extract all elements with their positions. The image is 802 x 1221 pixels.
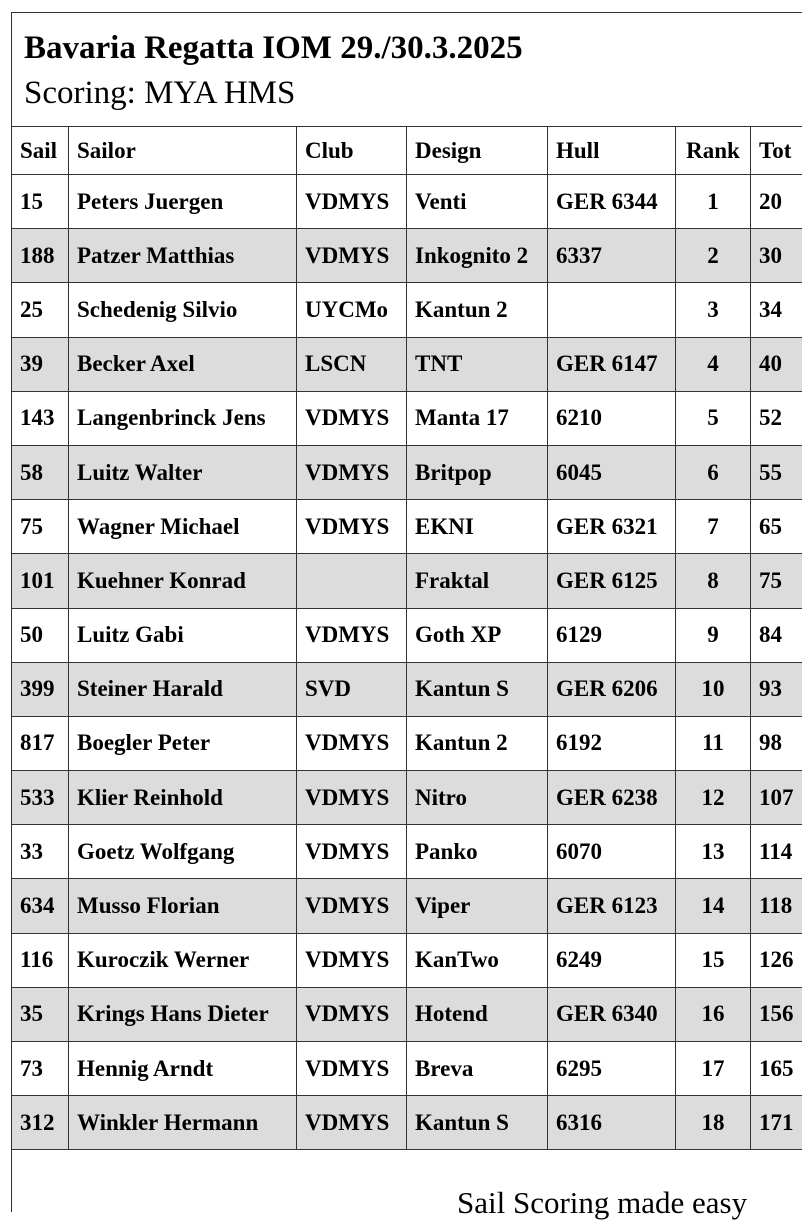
- table-row: [12, 716, 802, 770]
- cell-club: VDMYS: [297, 825, 407, 879]
- cell-hull: GER 6206: [548, 662, 676, 716]
- table-row: [12, 554, 802, 608]
- cell-sailor: Steiner Harald: [69, 662, 297, 716]
- cell-rank: 13: [676, 825, 751, 879]
- cell-tot: 118: [751, 879, 802, 933]
- cell-rank: 2: [676, 229, 751, 283]
- cell-sailor: Wagner Michael: [69, 500, 297, 554]
- cell-sail: 533: [12, 771, 69, 825]
- table-row: [12, 608, 802, 662]
- cell-club: VDMYS: [297, 771, 407, 825]
- cell-sailor: Boegler Peter: [69, 716, 297, 770]
- cell-design: Breva: [407, 1042, 548, 1096]
- table-row: [12, 1096, 802, 1150]
- cell-design: Kantun S: [407, 662, 548, 716]
- cell-design: Panko: [407, 825, 548, 879]
- table-row: [12, 445, 802, 499]
- cell-design: Inkognito 2: [407, 229, 548, 283]
- cell-sail: 634: [12, 879, 69, 933]
- cell-hull: 6295: [548, 1042, 676, 1096]
- cell-design: Goth XP: [407, 608, 548, 662]
- cell-design: Fraktal: [407, 554, 548, 608]
- cell-rank: 11: [676, 716, 751, 770]
- cell-sail: 75: [12, 500, 69, 554]
- cell-club: VDMYS: [297, 229, 407, 283]
- cell-club: VDMYS: [297, 987, 407, 1041]
- cell-sailor: Patzer Matthias: [69, 229, 297, 283]
- table-row: [12, 229, 802, 283]
- cell-sailor: Schedenig Silvio: [69, 283, 297, 337]
- cell-rank: 12: [676, 771, 751, 825]
- table-row: [12, 1042, 802, 1096]
- cell-hull: 6210: [548, 391, 676, 445]
- column-header-hull: Hull: [548, 127, 676, 175]
- cell-club: VDMYS: [297, 879, 407, 933]
- page-title: Bavaria Regatta IOM 29./30.3.2025: [24, 30, 523, 67]
- cell-tot: 20: [751, 175, 802, 229]
- cell-rank: 4: [676, 337, 751, 391]
- cell-design: KanTwo: [407, 933, 548, 987]
- cell-tot: 114: [751, 825, 802, 879]
- column-header-rank: Rank: [676, 127, 751, 175]
- cell-rank: 1: [676, 175, 751, 229]
- cell-club: VDMYS: [297, 175, 407, 229]
- cell-rank: 15: [676, 933, 751, 987]
- table-row: [12, 175, 802, 229]
- cell-rank: 5: [676, 391, 751, 445]
- table-row: [12, 879, 802, 933]
- cell-hull: GER 6321: [548, 500, 676, 554]
- cell-club: UYCMo: [297, 283, 407, 337]
- cell-rank: 6: [676, 445, 751, 499]
- cell-hull: 6337: [548, 229, 676, 283]
- title-block: [12, 13, 802, 127]
- cell-sailor: Luitz Gabi: [69, 608, 297, 662]
- cell-tot: 40: [751, 337, 802, 391]
- cell-club: VDMYS: [297, 500, 407, 554]
- cell-sail: 188: [12, 229, 69, 283]
- cell-tot: 84: [751, 608, 802, 662]
- cell-sail: 58: [12, 445, 69, 499]
- cell-club: LSCN: [297, 337, 407, 391]
- results-sheet: [11, 12, 802, 1212]
- cell-design: Kantun 2: [407, 283, 548, 337]
- cell-hull: 6316: [548, 1096, 676, 1150]
- cell-sail: 312: [12, 1096, 69, 1150]
- cell-hull: 6045: [548, 445, 676, 499]
- cell-sailor: Krings Hans Dieter: [69, 987, 297, 1041]
- cell-sailor: Becker Axel: [69, 337, 297, 391]
- cell-tot: 34: [751, 283, 802, 337]
- column-header-design: Design: [407, 127, 548, 175]
- cell-sailor: Goetz Wolfgang: [69, 825, 297, 879]
- cell-tot: 52: [751, 391, 802, 445]
- cell-design: Manta 17: [407, 391, 548, 445]
- cell-sail: 101: [12, 554, 69, 608]
- cell-rank: 17: [676, 1042, 751, 1096]
- cell-design: Kantun S: [407, 1096, 548, 1150]
- cell-hull: [548, 283, 676, 337]
- table-row: [12, 337, 802, 391]
- cell-hull: 6070: [548, 825, 676, 879]
- cell-sail: 817: [12, 716, 69, 770]
- cell-sail: 25: [12, 283, 69, 337]
- cell-club: VDMYS: [297, 1096, 407, 1150]
- footer-tagline: Sail Scoring made easy: [457, 1185, 747, 1221]
- cell-design: Kantun 2: [407, 716, 548, 770]
- cell-sail: 399: [12, 662, 69, 716]
- cell-sail: 39: [12, 337, 69, 391]
- cell-tot: 165: [751, 1042, 802, 1096]
- cell-hull: GER 6238: [548, 771, 676, 825]
- cell-sail: 35: [12, 987, 69, 1041]
- cell-tot: 107: [751, 771, 802, 825]
- table-row: [12, 391, 802, 445]
- cell-design: Venti: [407, 175, 548, 229]
- cell-hull: GER 6123: [548, 879, 676, 933]
- cell-sail: 73: [12, 1042, 69, 1096]
- cell-sailor: Winkler Hermann: [69, 1096, 297, 1150]
- table-header-row: [12, 127, 802, 175]
- cell-club: VDMYS: [297, 1042, 407, 1096]
- cell-club: VDMYS: [297, 608, 407, 662]
- cell-sail: 33: [12, 825, 69, 879]
- cell-design: Nitro: [407, 771, 548, 825]
- cell-tot: 126: [751, 933, 802, 987]
- cell-tot: 55: [751, 445, 802, 499]
- table-row: [12, 825, 802, 879]
- cell-sailor: Luitz Walter: [69, 445, 297, 499]
- cell-tot: 65: [751, 500, 802, 554]
- scoring-subtitle: Scoring: MYA HMS: [24, 75, 295, 112]
- cell-club: VDMYS: [297, 933, 407, 987]
- table-row: [12, 933, 802, 987]
- cell-sailor: Klier Reinhold: [69, 771, 297, 825]
- cell-rank: 8: [676, 554, 751, 608]
- cell-rank: 7: [676, 500, 751, 554]
- table-row: [12, 987, 802, 1041]
- cell-rank: 18: [676, 1096, 751, 1150]
- cell-design: Hotend: [407, 987, 548, 1041]
- cell-sailor: Hennig Arndt: [69, 1042, 297, 1096]
- cell-hull: 6129: [548, 608, 676, 662]
- cell-club: VDMYS: [297, 391, 407, 445]
- cell-design: Britpop: [407, 445, 548, 499]
- cell-club: [297, 554, 407, 608]
- cell-club: VDMYS: [297, 445, 407, 499]
- column-header-sailor: Sailor: [69, 127, 297, 175]
- table-row: [12, 771, 802, 825]
- column-header-tot: Tot: [751, 127, 802, 175]
- cell-rank: 16: [676, 987, 751, 1041]
- cell-sailor: Kuroczik Werner: [69, 933, 297, 987]
- cell-rank: 10: [676, 662, 751, 716]
- cell-tot: 171: [751, 1096, 802, 1150]
- cell-hull: GER 6340: [548, 987, 676, 1041]
- cell-sailor: Peters Juergen: [69, 175, 297, 229]
- cell-tot: 30: [751, 229, 802, 283]
- cell-club: VDMYS: [297, 716, 407, 770]
- cell-hull: 6192: [548, 716, 676, 770]
- cell-hull: GER 6344: [548, 175, 676, 229]
- column-header-sail: Sail: [12, 127, 69, 175]
- cell-sail: 50: [12, 608, 69, 662]
- cell-sail: 143: [12, 391, 69, 445]
- cell-rank: 3: [676, 283, 751, 337]
- table-row: [12, 500, 802, 554]
- cell-sail: 15: [12, 175, 69, 229]
- table-row: [12, 662, 802, 716]
- cell-club: SVD: [297, 662, 407, 716]
- table-row: [12, 283, 802, 337]
- cell-design: EKNI: [407, 500, 548, 554]
- column-header-club: Club: [297, 127, 407, 175]
- cell-sailor: Musso Florian: [69, 879, 297, 933]
- cell-sailor: Kuehner Konrad: [69, 554, 297, 608]
- cell-tot: 98: [751, 716, 802, 770]
- cell-design: Viper: [407, 879, 548, 933]
- cell-rank: 9: [676, 608, 751, 662]
- cell-sail: 116: [12, 933, 69, 987]
- cell-tot: 93: [751, 662, 802, 716]
- footer: [12, 1161, 802, 1221]
- cell-sailor: Langenbrinck Jens: [69, 391, 297, 445]
- cell-hull: GER 6147: [548, 337, 676, 391]
- cell-hull: GER 6125: [548, 554, 676, 608]
- cell-rank: 14: [676, 879, 751, 933]
- cell-tot: 156: [751, 987, 802, 1041]
- cell-hull: 6249: [548, 933, 676, 987]
- results-table: [11, 126, 802, 1150]
- cell-tot: 75: [751, 554, 802, 608]
- cell-design: TNT: [407, 337, 548, 391]
